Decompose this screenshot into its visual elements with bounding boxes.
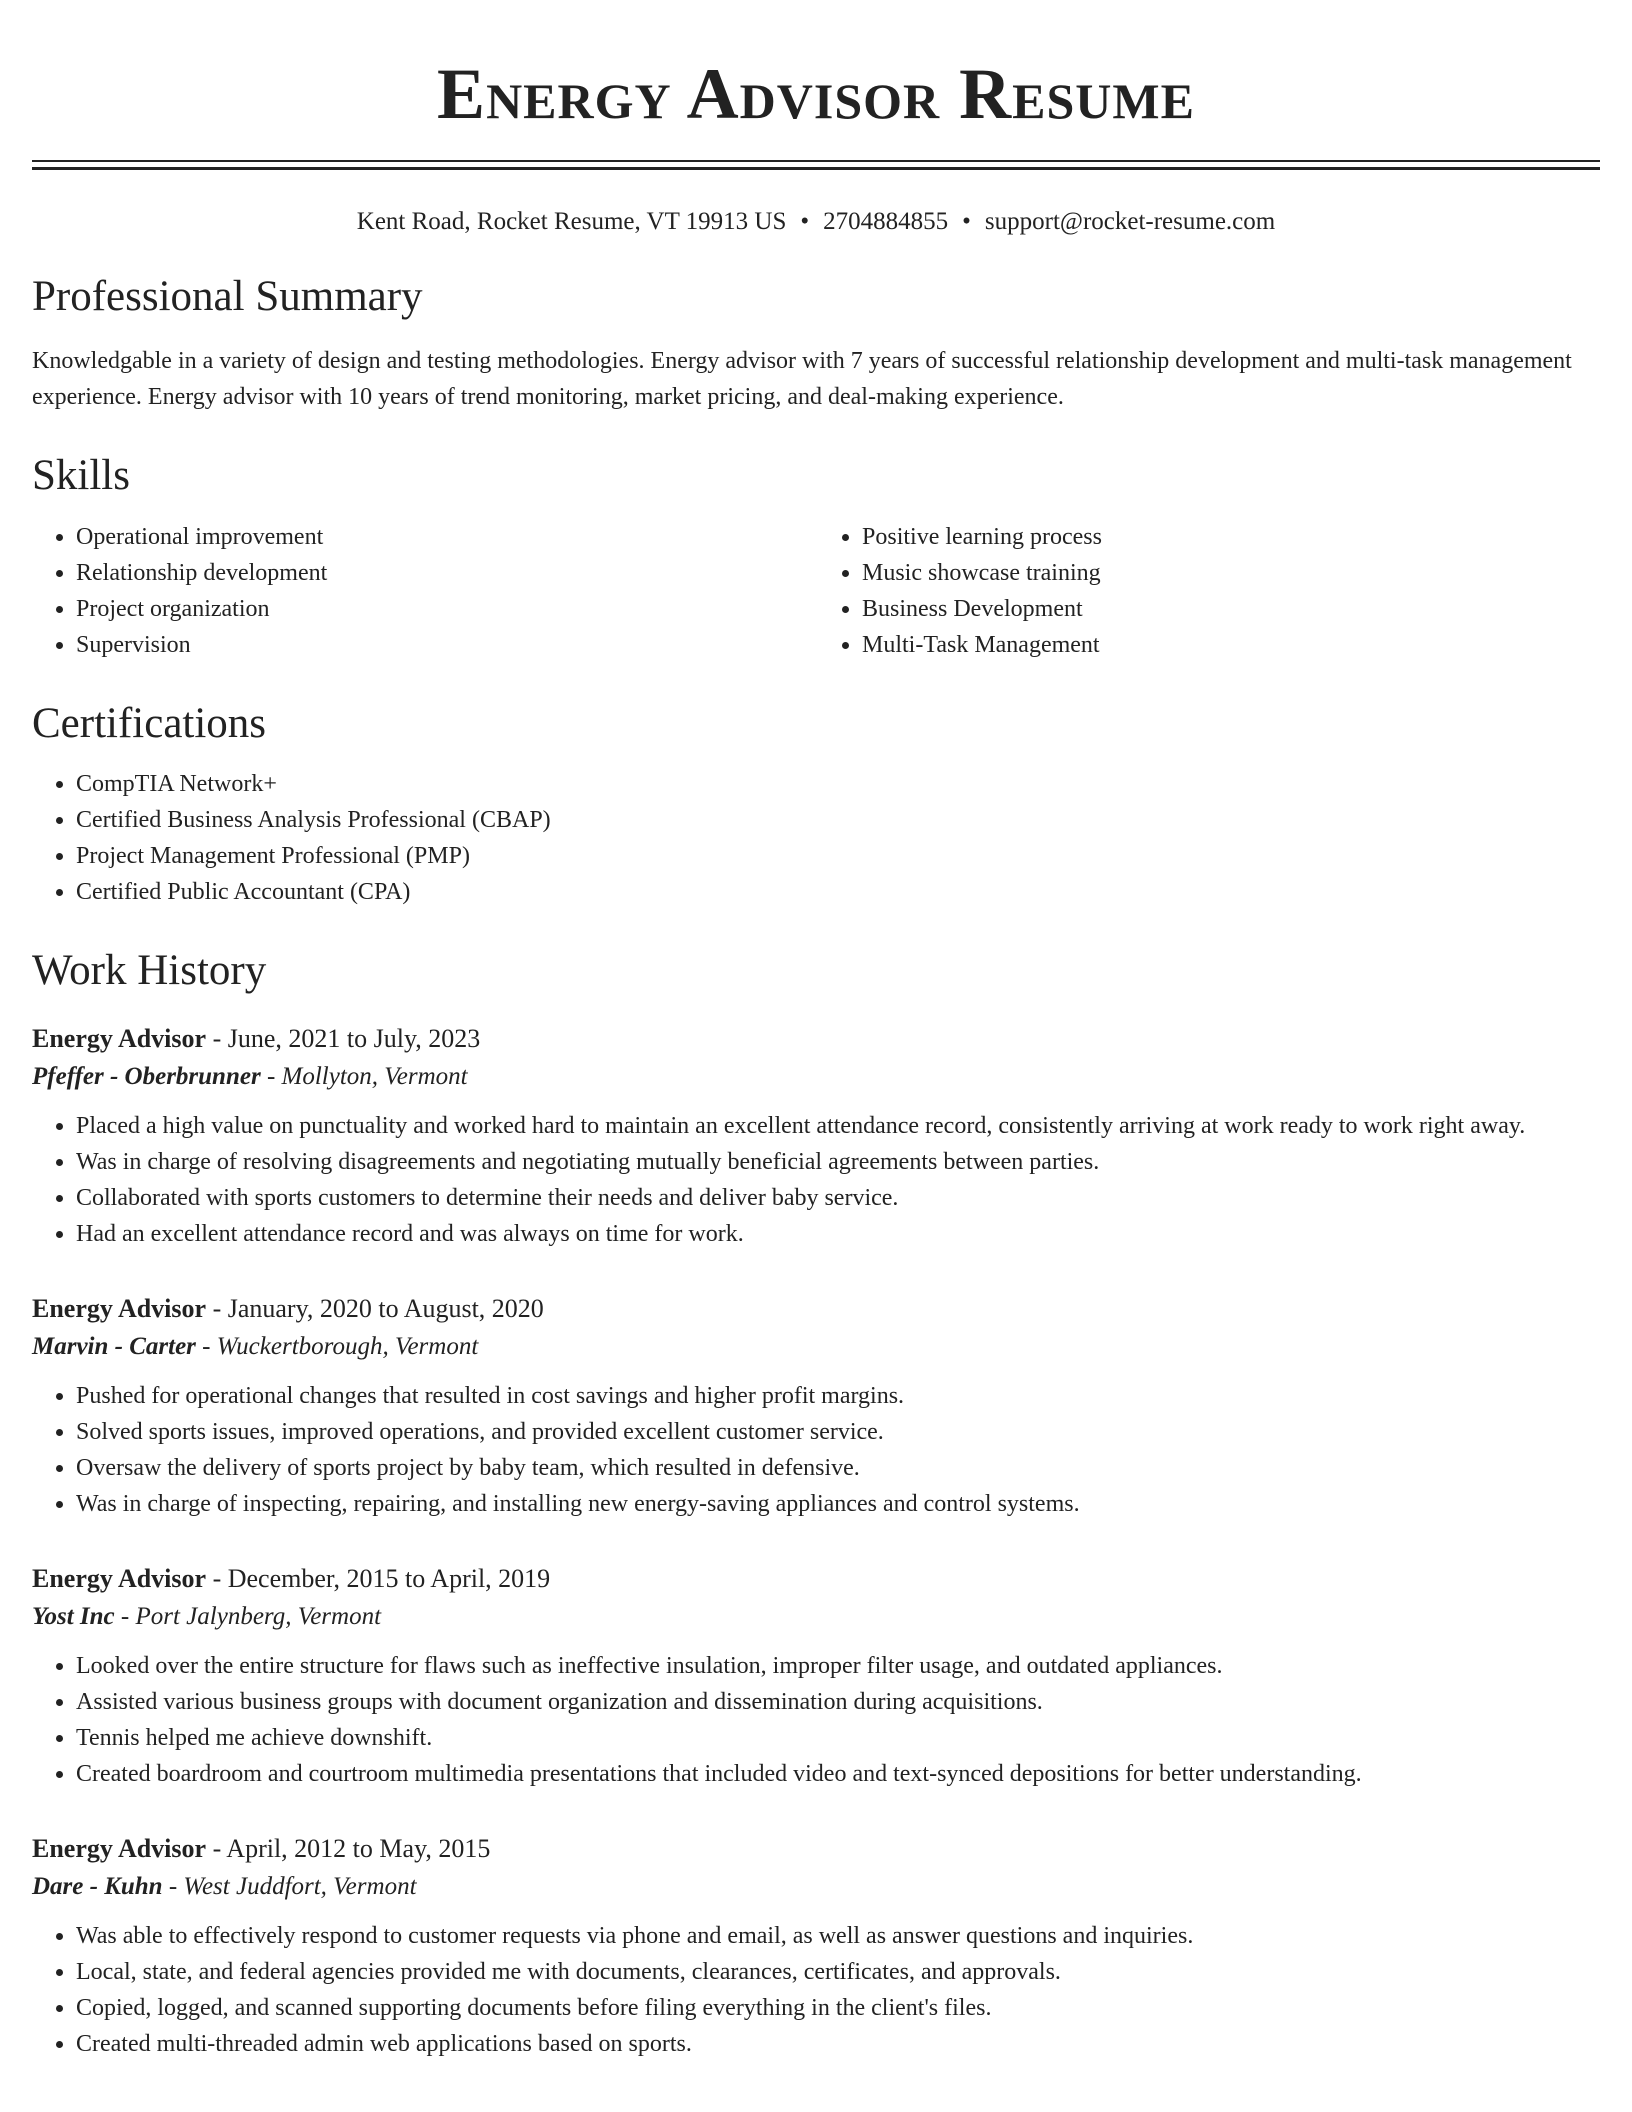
job-bullet: • Created multi-threaded admin web applications based on sports. [76,2026,1600,2062]
job-dates: - December, 2015 to April, 2019 [206,1563,551,1593]
skills-columns [32,519,1600,663]
contact-separator: • [800,208,810,235]
certification-item: • Project Management Professional (PMP) [76,838,1600,874]
job-role: Energy Advisor [32,1293,207,1323]
job-entry [32,1290,1600,1522]
contact-email: support@rocket-resume.com [984,208,1276,235]
job-bullet: • Placed a high value on punctuality and worked hard to maintain an excellent attendance record, consistently arriving at work ready to work right away. [76,1108,1600,1144]
work-history-heading: Work History [32,947,267,995]
summary-text: Knowledgable in a variety of design and testing methodologies. Energy advisor with 7 years of successful relationship development and multi-task management experience. Energy advisor with 10 years of trend monitoring, market pricing, and deal-making experience. [32,348,1572,411]
contact-separator: • [962,208,971,235]
skill-item: • Supervision [76,627,818,663]
job-company: Pfeffer - Oberbrunner [32,1062,261,1090]
job-title-line [32,1290,1600,1328]
contact-address: Kent Road, Rocket Resume, VT 19913 US [356,208,787,235]
certification-item: • Certified Public Accountant (CPA) [76,874,1600,910]
job-company-line [32,1598,1600,1636]
skill-item: • Music showcase training [862,555,1604,591]
job-bullet: • Copied, logged, and scanned supporting documents before filing everything in the client's files. [76,1990,1600,2026]
job-bullet: • Solved sports issues, improved operations, and provided excellent customer service. [76,1414,1600,1450]
summary-heading: Professional Summary [32,273,423,320]
job-dates: - January, 2020 to August, 2020 [206,1293,544,1323]
job-role: Energy Advisor [32,1563,207,1593]
certification-item: • Certified Business Analysis Professional (CBAP) [76,802,1600,838]
skills-list-left [32,519,818,663]
job-bullet: • Oversaw the delivery of sports project by baby team, which resulted in defensive. [76,1450,1600,1486]
job-bullets [32,1108,1600,1252]
job-bullet: • Looked over the entire structure for flaws such as ineffective insulation, improper filter usage, and outdated appliances. [76,1648,1600,1684]
job-entry [32,1830,1600,2062]
skill-item: • Multi-Task Management [862,627,1604,663]
job-location: - Port Jalynberg, Vermont [114,1602,382,1630]
contact-phone: 2704884855 [823,208,949,235]
job-title-line [32,1020,1600,1058]
job-company: Marvin - Carter [32,1332,196,1360]
job-bullet: • Local, state, and federal agencies provided me with documents, clearances, certificates, and approvals. [76,1954,1600,1990]
job-entry [32,1560,1600,1792]
job-bullet: • Had an excellent attendance record and was always on time for work. [76,1216,1600,1252]
skills-list-right [818,519,1604,663]
job-title-line [32,1830,1600,1868]
certification-item: • CompTIA Network+ [76,766,1600,802]
resume-page [32,0,1600,2062]
job-dates: - April, 2012 to May, 2015 [206,1833,491,1863]
skill-item: • Relationship development [76,555,818,591]
job-bullets [32,1648,1600,1792]
skills-heading: Skills [32,452,130,500]
job-bullets [32,1918,1600,2062]
job-bullet: • Was in charge of inspecting, repairing, and installing new energy-saving appliances and control systems. [76,1486,1600,1522]
job-bullet: • Was able to effectively respond to customer requests via phone and email, as well as answer questions and inquiries. [76,1918,1600,1954]
job-bullet: • Collaborated with sports customers to determine their needs and deliver baby service. [76,1180,1600,1216]
job-company-line [32,1868,1600,1906]
job-location: - Wuckertborough, Vermont [195,1332,479,1360]
job-company: Yost Inc [32,1602,115,1630]
page-title: Energy Advisor Resume [437,54,1195,134]
job-dates: - June, 2021 to July, 2023 [206,1023,481,1053]
job-bullet: • Tennis helped me achieve downshift. [76,1720,1600,1756]
certifications-list [32,766,1600,910]
job-bullet: • Was in charge of resolving disagreements and negotiating mutually beneficial agreements between parties. [76,1144,1600,1180]
job-bullets [32,1378,1600,1522]
job-entry [32,1020,1600,1252]
skill-item: • Business Development [862,591,1604,627]
certifications-heading: Certifications [32,699,267,747]
job-location: - Mollyton, Vermont [260,1062,468,1090]
job-bullet: • Created boardroom and courtroom multimedia presentations that included video and text-synced depositions for better understanding. [76,1756,1600,1792]
job-bullet: • Assisted various business groups with document organization and dissemination during acquisitions. [76,1684,1600,1720]
job-role: Energy Advisor [32,1833,207,1863]
job-title-line [32,1560,1600,1598]
skill-item: • Project organization [76,591,818,627]
title-divider [32,160,1600,170]
job-company-line [32,1328,1600,1366]
job-location: - West Juddfort, Vermont [162,1872,417,1900]
job-company: Dare - Kuhn [32,1872,163,1900]
job-company-line [32,1058,1600,1096]
skill-item: • Positive learning process [862,519,1604,555]
job-role: Energy Advisor [32,1023,207,1053]
job-bullet: • Pushed for operational changes that resulted in cost savings and higher profit margins. [76,1378,1600,1414]
skill-item: • Operational improvement [76,519,818,555]
contact-line [32,208,1600,236]
